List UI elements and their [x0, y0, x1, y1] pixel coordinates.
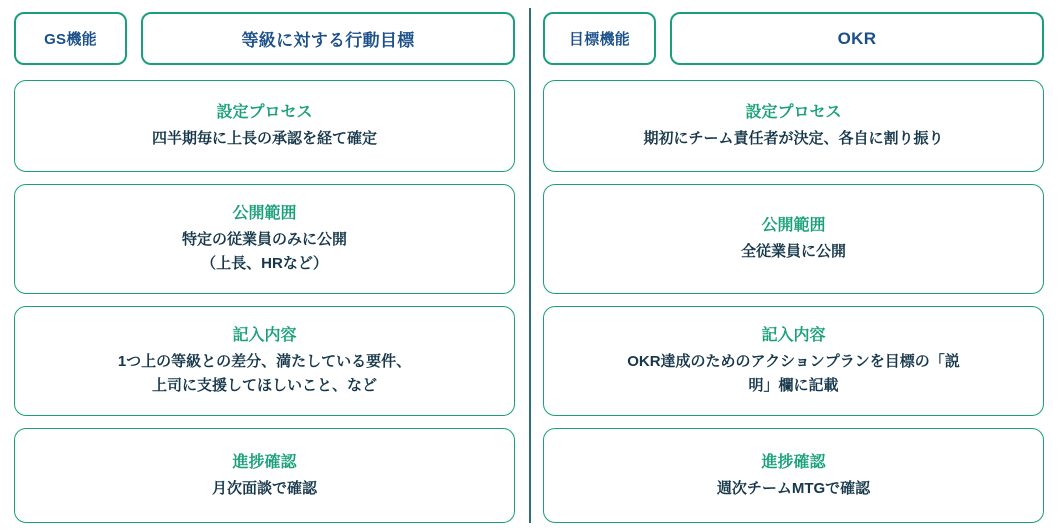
card-okr-review	[543, 428, 1044, 523]
badge-gs-feature	[14, 12, 127, 65]
badge-goal-feature	[543, 12, 656, 65]
card-gs-visibility	[14, 184, 515, 294]
column-okr-cards	[543, 80, 1044, 523]
column-divider	[529, 8, 531, 523]
card-title: 記入内容	[232, 327, 297, 344]
card-body: OKR達成のためのアクションプランを目標の「説 明」欄に記載	[627, 353, 960, 394]
card-title: 記入内容	[761, 327, 826, 344]
badge-goal-feature-label: 目標機能	[568, 31, 631, 48]
title-gs-goal	[141, 12, 515, 65]
card-gs-process	[14, 80, 515, 172]
card-body: 全従業員に公開	[740, 243, 846, 260]
card-title: 設定プロセス	[745, 104, 842, 121]
card-gs-content	[14, 306, 515, 416]
card-body: 期初にチーム責任者が決定、各自に割り振り	[643, 130, 944, 147]
card-body: 週次チームMTGで確認	[716, 479, 871, 497]
title-okr	[670, 12, 1044, 65]
card-title: 進捗確認	[761, 453, 826, 471]
card-title: 設定プロセス	[216, 104, 313, 121]
card-okr-process	[543, 80, 1044, 172]
column-gs	[0, 0, 529, 531]
column-gs-header	[14, 12, 515, 65]
card-body: 月次面談で確認	[211, 479, 317, 497]
card-body: 1つ上の等級との差分、満たしている要件、 上司に支援してほしいこと、など	[117, 353, 412, 394]
card-okr-content	[543, 306, 1044, 416]
card-title: 進捗確認	[232, 453, 297, 471]
card-title: 公開範囲	[761, 217, 826, 234]
title-gs-goal-label: 等級に対する行動目標	[241, 31, 415, 50]
column-okr	[529, 0, 1058, 531]
badge-gs-feature-label: GS機能	[44, 31, 97, 48]
column-okr-header	[543, 12, 1044, 65]
column-gs-cards	[14, 80, 515, 523]
card-body: 四半期毎に上長の承認を経て確定	[151, 130, 377, 147]
card-gs-review	[14, 428, 515, 523]
title-okr-label: OKR	[837, 28, 877, 48]
card-body: 特定の従業員のみに公開 （上長、HRなど）	[181, 231, 347, 272]
card-title: 公開範囲	[232, 205, 297, 222]
card-okr-visibility	[543, 184, 1044, 294]
